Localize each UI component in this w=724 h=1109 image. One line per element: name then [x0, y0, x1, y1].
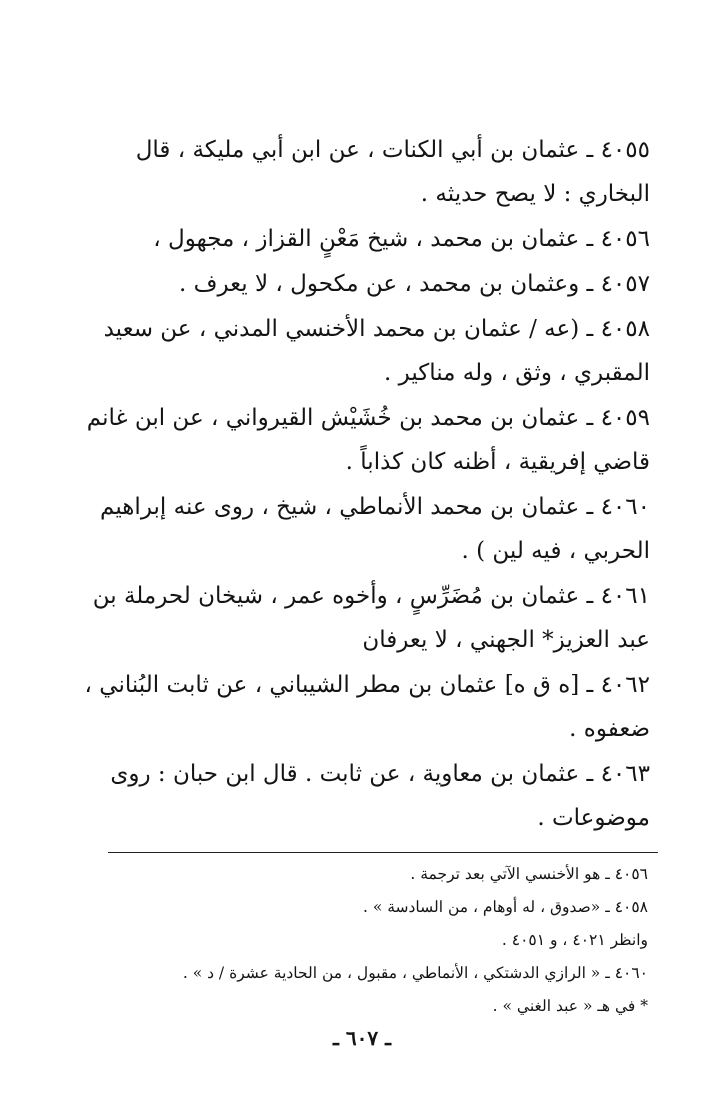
entry-4062 [78, 663, 650, 751]
entry-4060 [78, 485, 650, 573]
entry-line: ٤٠٦١ ـ عثمان بن مُضَرِّسٍ ، وأخوه عمر ، شيخان لحرملة بن [92, 583, 650, 609]
entry-4056 [78, 217, 650, 261]
entry-line: ضعفوه . [569, 716, 650, 742]
entry-line: موضوعات . [537, 805, 650, 831]
entry-line: ٤٠٥٩ ـ عثمان بن محمد بن خُشَيْش القيرواني ، عن ابن غانم [86, 405, 650, 431]
entry-4059 [78, 396, 650, 484]
entry-4055 [78, 128, 650, 216]
entry-line: البخاري : لا يصح حديثه . [420, 181, 650, 207]
footnote: وانظر ٤٠٢١ ، و ٤٠٥١ . [501, 931, 648, 949]
biography-entries [78, 128, 650, 841]
entry-line: ٤٠٥٥ ـ عثمان بن أبي الكنات ، عن ابن أبي مليكة ، قال [135, 137, 650, 163]
entry-line: قاضي إفريقية ، أظنه كان كذاباً . [345, 449, 650, 475]
entry-line: عبد العزيز* الجهني ، لا يعرفان [362, 627, 650, 653]
footnote: ٤٠٦٠ ـ « الرازي الدشتكي ، الأنماطي ، مقبول ، من الحادية عشرة / د » . [182, 964, 648, 982]
entry-line: ٤٠٦٢ ـ [ه ق ه] عثمان بن مطر الشيباني ، عن ثابت البُناني ، [84, 672, 650, 698]
entry-4063 [78, 752, 650, 840]
footnote: ٤٠٥٦ ـ هو الأخنسي الآتي بعد ترجمة . [410, 865, 648, 883]
entry-line: ٤٠٦٣ ـ عثمان بن معاوية ، عن ثابت . قال ابن حبان : روى [110, 761, 650, 787]
entry-4061 [78, 574, 650, 662]
footnote: * في هـ « عبد الغني » . [492, 997, 648, 1015]
entry-line: ٤٠٥٧ ـ وعثمان بن محمد ، عن مكحول ، لا يعرف . [179, 271, 650, 297]
entry-line: ٤٠٥٨ ـ (عه / عثمان بن محمد الأخنسي المدني ، عن سعيد [103, 316, 650, 342]
entry-line: ٤٠٥٦ ـ عثمان بن محمد ، شيخ مَعْنٍ القزاز ، مجهول ، [153, 226, 650, 252]
entry-4058 [78, 307, 650, 395]
entry-line: الحربي ، فيه لين ) . [461, 538, 650, 564]
footnote: ٤٠٥٨ ـ «صدوق ، له أوهام ، من السادسة » . [362, 898, 648, 916]
entry-4057 [78, 262, 650, 306]
entry-line: ٤٠٦٠ ـ عثمان بن محمد الأنماطي ، شيخ ، روى عنه إبراهيم [100, 494, 650, 520]
footnote-divider [108, 852, 658, 853]
entry-line: المقبري ، وثق ، وله مناكير . [384, 360, 650, 386]
footnotes [88, 858, 648, 1023]
page-number: ـ ٦٠٧ ـ [333, 1026, 391, 1050]
